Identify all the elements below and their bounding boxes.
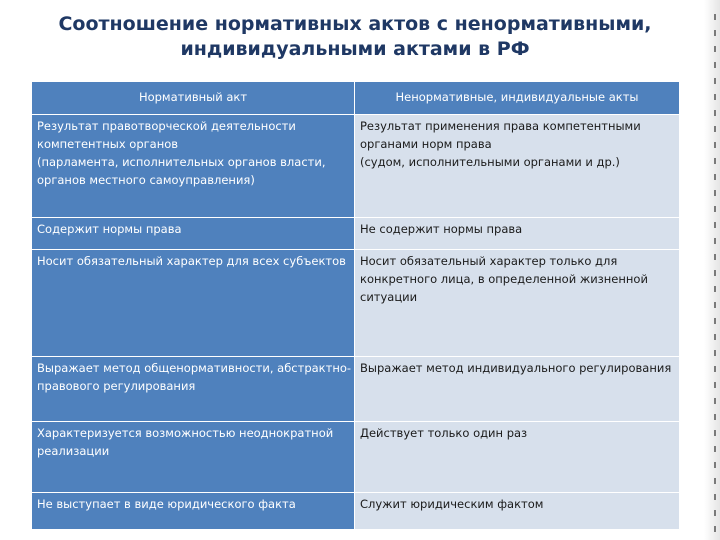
table-row — [32, 115, 680, 218]
header-non-normative-acts: Ненормативные, индивидуальные акты — [355, 82, 680, 115]
cell-normative — [32, 493, 355, 530]
edge-dash — [714, 430, 716, 436]
cell-text-line: (парламента, исполнительных органов власти, — [37, 155, 326, 169]
cell-non-normative — [355, 422, 680, 493]
cell-text-line: конкретного лица, в определенной жизненной — [360, 272, 648, 286]
edge-dash — [714, 510, 716, 516]
edge-dash — [714, 382, 716, 388]
edge-dash — [714, 414, 716, 420]
cell-normative — [32, 422, 355, 493]
table-row — [32, 218, 680, 250]
slide-title-line-2: индивидуальными актами в РФ — [180, 38, 530, 60]
edge-dash — [714, 254, 716, 260]
cell-text-line: (судом, исполнительными органами и др.) — [360, 155, 620, 169]
cell-text-line: Содержит нормы права — [37, 222, 182, 236]
edge-dash — [714, 478, 716, 484]
edge-dash — [714, 302, 716, 308]
edge-dash — [714, 78, 716, 84]
edge-dash — [714, 334, 716, 340]
cell-text-line: Служит юридическим фактом — [360, 497, 544, 511]
table-row — [32, 422, 680, 493]
edge-dash — [714, 366, 716, 372]
edge-dash — [714, 446, 716, 452]
page-edge-decoration — [686, 0, 720, 540]
cell-normative — [32, 357, 355, 422]
edge-shadow — [704, 0, 720, 540]
table-header-row — [32, 82, 680, 115]
edge-dash — [714, 158, 716, 164]
edge-dash — [714, 14, 716, 20]
cell-text-line: ситуации — [360, 290, 418, 304]
edge-dash — [714, 190, 716, 196]
slide-title — [30, 12, 680, 62]
cell-non-normative — [355, 357, 680, 422]
comparison-table — [31, 81, 680, 530]
edge-dash — [714, 46, 716, 52]
edge-dash — [714, 286, 716, 292]
cell-text-line: Выражает метод индивидуального регулирования — [360, 361, 672, 375]
cell-text-line: Не выступает в виде юридического факта — [37, 497, 296, 511]
edge-dash — [714, 174, 716, 180]
cell-normative — [32, 115, 355, 218]
edge-dash — [714, 238, 716, 244]
cell-normative — [32, 218, 355, 250]
cell-non-normative — [355, 218, 680, 250]
cell-text-line: Носит обязательный характер только для — [360, 254, 618, 268]
header-normative-act: Нормативный акт — [32, 82, 355, 115]
edge-dash — [714, 222, 716, 228]
cell-text-line: Носит обязательный характер для всех субъектов — [37, 254, 346, 268]
cell-text-line: органами норм права — [360, 137, 492, 151]
cell-text-line: Выражает метод общенормативности, абстрактно- — [37, 361, 352, 375]
edge-dash — [714, 30, 716, 36]
edge-dash — [714, 318, 716, 324]
cell-text-line: органов местного самоуправления) — [37, 173, 255, 187]
edge-dash — [714, 142, 716, 148]
edge-dash — [714, 494, 716, 500]
cell-normative — [32, 250, 355, 357]
cell-non-normative — [355, 493, 680, 530]
edge-dash — [714, 94, 716, 100]
edge-dash — [714, 526, 716, 532]
table-row — [32, 493, 680, 530]
cell-non-normative — [355, 115, 680, 218]
edge-dash — [714, 206, 716, 212]
cell-text-line: Результат применения права компетентными — [360, 119, 641, 133]
slide-title-line-1: Соотношение нормативных актов с ненормативными, — [58, 13, 652, 35]
edge-dash — [714, 126, 716, 132]
edge-dash — [714, 350, 716, 356]
cell-text-line: Действует только один раз — [360, 426, 528, 440]
cell-text-line: реализации — [37, 444, 110, 458]
table-row — [32, 357, 680, 422]
table-row — [32, 250, 680, 357]
edge-dash — [714, 270, 716, 276]
cell-text-line: Характеризуется возможностью неоднократной — [37, 426, 334, 440]
cell-text-line: Результат правотворческой деятельности — [37, 119, 296, 133]
edge-dash — [714, 110, 716, 116]
cell-text-line: Не содержит нормы права — [360, 222, 523, 236]
edge-dash — [714, 462, 716, 468]
edge-dash — [714, 398, 716, 404]
cell-text-line: правового регулирования — [37, 379, 196, 393]
cell-non-normative — [355, 250, 680, 357]
edge-dash — [714, 62, 716, 68]
cell-text-line: компетентных органов — [37, 137, 179, 151]
